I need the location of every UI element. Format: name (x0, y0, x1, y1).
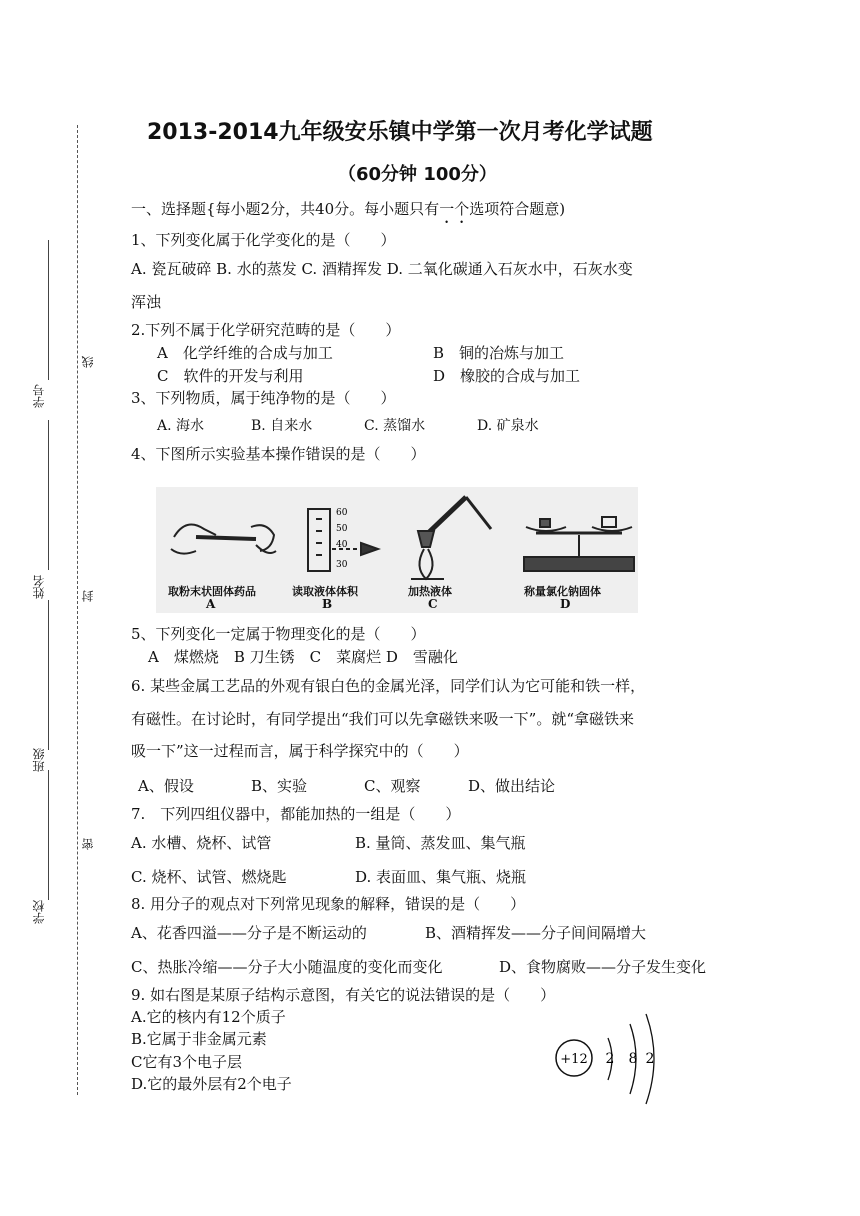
q9-stem: 9. 如右图是某原子结构示意图，有关它的说法错误的是（ ） (131, 986, 556, 1004)
figure-letter-a: A (206, 597, 216, 611)
q6-line1: 6. 某些金属工艺品的外观有银白色的金属光泽，同学们认为它可能和铁一样， (131, 677, 646, 695)
scale-60: 60 (336, 508, 348, 518)
q6-line2: 有磁性。在讨论时，有同学提出“我们可以先拿磁铁来吸一下”。就“拿磁铁来 (131, 710, 635, 728)
figure-caption-c: 加热液体 (408, 585, 452, 598)
q2-option-a: A 化学纤维的合成与加工 (157, 344, 333, 362)
q6-option-b: B、实验 (251, 777, 308, 795)
shell3-electrons: 2 (645, 1051, 655, 1067)
figure-a-hands-test-tube (171, 525, 276, 554)
q7-option-d: D. 表面皿、集气瓶、烧瓶 (355, 868, 527, 886)
binding-label-name: 姓名 (32, 575, 46, 599)
section-heading-emphasis: 一个 (439, 200, 470, 218)
q5-stem: 5、下列变化一定属于物理变化的是（ ） (131, 625, 426, 643)
scale-40: 40 (336, 540, 348, 550)
atom-structure-diagram (552, 1010, 672, 1110)
q7-stem: 7. 下列四组仪器中，都能加热的一组是（ ） (131, 805, 461, 823)
q7-option-a: A. 水槽、烧杯、试管 (131, 834, 272, 852)
q5-options: A 煤燃烧 B 刀生锈 C 菜腐烂 D 雪融化 (148, 648, 458, 666)
figure-caption-d: 称量氯化钠固体 (524, 585, 601, 598)
section-heading-part1: 一、选择题{每小题2分，共40分。每小题只有 (131, 200, 440, 218)
q9-option-b: B.它属于非金属元素 (131, 1030, 267, 1048)
section-heading-part2: 选项符合题意) (469, 200, 566, 218)
binding-label-seal: 封 (81, 590, 95, 602)
section-heading (131, 200, 565, 227)
figure-d-balance-scale (524, 517, 634, 571)
shell2-electrons: 8 (628, 1051, 638, 1067)
q9-option-a: A.它的核内有12个质子 (131, 1008, 286, 1026)
q3-option-a: A. 海水 (157, 418, 205, 434)
q7-option-c: C. 烧杯、试管、燃烧匙 (131, 868, 287, 886)
shell1-electrons: 2 (605, 1051, 615, 1067)
q3-option-b: B. 自来水 (251, 418, 313, 434)
figure-c-heating-liquid (411, 497, 491, 579)
student-id-write-line (48, 240, 49, 380)
binding-label-school: 学校 (32, 900, 46, 924)
q1-options-line1: A. 瓷瓦破碎 B. 水的蒸发 C. 酒精挥发 D. 二氧化碳通入石灰水中，石灰水变 (131, 260, 633, 278)
q7-option-b: B. 量筒、蒸发皿、集气瓶 (355, 834, 526, 852)
q4-stem: 4、下图所示实验基本操作错误的是（ ） (131, 445, 426, 463)
lab-operations-figure (156, 487, 638, 613)
q6-line3: 吸一下”这一过程而言，属于科学探究中的（ ） (131, 742, 469, 760)
binding-dashed-line (77, 125, 78, 1095)
binding-label-secret: 密 (81, 838, 95, 850)
q6-option-d: D、做出结论 (468, 777, 556, 795)
q3-option-c: C. 蒸馏水 (364, 418, 426, 434)
figure-letter-b: B (322, 597, 333, 611)
q6-option-a: A、假设 (138, 777, 194, 795)
q8-option-c: C、热胀冷缩——分子大小随温度的变化而变化 (131, 958, 443, 976)
q8-option-a: A、花香四溢——分子是不断运动的 (131, 924, 367, 942)
q3-stem: 3、下列物质，属于纯净物的是（ ） (131, 389, 396, 407)
scale-50: 50 (336, 524, 348, 534)
figure-caption-a: 取粉末状固体药品 (168, 585, 256, 598)
nucleus-charge: +12 (560, 1052, 588, 1067)
school-write-line (48, 770, 49, 900)
q8-option-b: B、酒精挥发——分子间间隔增大 (425, 924, 647, 942)
q2-option-b: B 铜的冶炼与加工 (433, 344, 565, 362)
q6-option-c: C、观察 (364, 777, 421, 795)
q1-options-line2: 浑浊 (131, 293, 162, 311)
q2-option-c: C 软件的开发与利用 (157, 367, 304, 385)
q3-option-d: D. 矿泉水 (477, 418, 539, 434)
figure-letter-d: D (560, 597, 571, 611)
q2-option-d: D 橡胶的合成与加工 (433, 367, 581, 385)
q8-stem: 8. 用分子的观点对下列常见现象的解释，错误的是（ ） (131, 895, 526, 913)
q9-option-d: D.它的最外层有2个电子 (131, 1075, 292, 1093)
binding-label-line: 线 (81, 356, 95, 368)
q8-option-d: D、食物腐败——分子发生变化 (499, 958, 707, 976)
page-subtitle: （60分钟 100分） (338, 164, 497, 185)
binding-label-student-id: 学号 (32, 384, 46, 408)
figure-letter-c: C (428, 597, 438, 611)
q9-option-c: C它有3个电子层 (131, 1053, 243, 1071)
q2-stem: 2.下列不属于化学研究范畴的是（ ） (131, 321, 401, 339)
q1-stem: 1、下列变化属于化学变化的是（ ） (131, 231, 396, 249)
scale-30: 30 (336, 560, 348, 570)
figure-caption-b: 读取液体体积 (292, 585, 358, 598)
class-write-line (48, 600, 49, 750)
binding-label-class: 班级 (32, 748, 46, 772)
page-title: 2013-2014九年级安乐镇中学第一次月考化学试题 (147, 120, 653, 145)
name-write-line (48, 420, 49, 570)
